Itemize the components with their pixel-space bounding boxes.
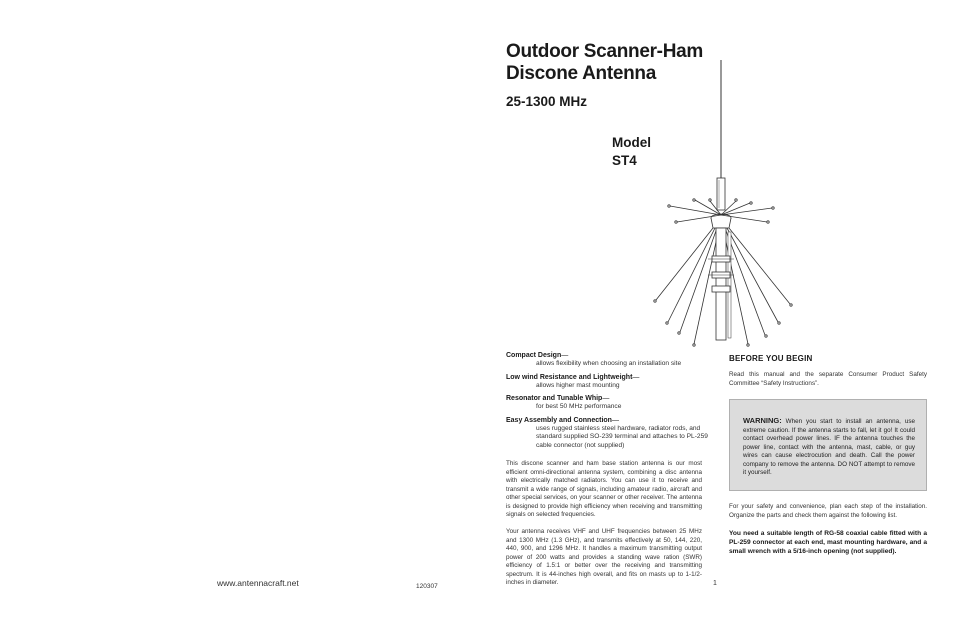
feature-desc: uses rugged stainless steel hardware, radiator rods, and standard supplied SO-239 terminal and attaches to PL-259 cable connector (not supplied): [536, 425, 708, 449]
frequency-range: 25-1300 MHz: [506, 94, 588, 109]
model-label: Model: [612, 135, 651, 150]
feature-title: Easy Assembly and Connection: [506, 416, 612, 424]
feature-item: Easy Assembly and Connection— uses rugged stainless steel hardware, radiator rods, and standard supplied SO-239 terminal and attaches to PL-259 cable connector (not supplied): [506, 417, 716, 450]
before-you-begin-text: Read this manual and the separate Consumer Product Safety Committee “Safety Instructions”.: [729, 371, 927, 387]
feature-item: Low wind Resistance and Lightweight— allows higher mast mounting: [506, 374, 716, 391]
features-list: [506, 352, 716, 455]
requirements-paragraph: You need a suitable length of RG-58 coaxial cable fitted with a PL-259 connector at each end, mast mounting hardware, and a small wrench with a 5/16-inch opening (not supplied).: [729, 530, 927, 556]
warning-label: WARNING:: [743, 416, 782, 425]
intro-paragraph-2: Your antenna receives VHF and UHF frequencies between 25 MHz and 1300 MHz (1.3 GHz), and transmits effectively at 50, 144, 220, 440, 900, and 1296 MHz. It handles a maximum transmitting output power of 200 watts and provides a standing wave ration (SWR) efficiency of 1.5:1 or better over the receiving and transmitting spectrum. It is 44-inches high overall, and fits on masts up to 1-1/2-inches in diameter.: [506, 528, 702, 586]
warning-text: [743, 417, 915, 478]
feature-title: Resonator and Tunable Whip: [506, 395, 603, 403]
title-line-2: Discone Antenna: [506, 63, 656, 84]
feature-title: Compact Design: [506, 352, 562, 359]
page-number: 1: [713, 580, 717, 587]
website-url: www.antennacraft.net: [217, 578, 299, 588]
document-code: 120307: [416, 583, 438, 590]
safety-paragraph: For your safety and convenience, plan each step of the installation. Organize the parts and check them against the following list.: [729, 503, 927, 519]
title-line-1: Outdoor Scanner-Ham: [506, 41, 703, 62]
feature-item: Compact Design— allows flexibility when choosing an installation site: [506, 352, 716, 369]
intro-paragraph-1: This discone scanner and ham base station antenna is our most efficient omni-directional antenna system, combining a disc antenna with electrically matched radiators. You can use it to receive and transmit a wide range of signals, including amateur radio, aircraft and other special services, on your scanner or other receiver. The antenna is designed to provide high efficiency when receiving and transmitting signals on selected frequencies.: [506, 460, 702, 518]
model-block: [612, 134, 651, 170]
before-you-begin-heading: BEFORE YOU BEGIN: [729, 354, 813, 363]
feature-desc: for best 50 MHz performance: [536, 403, 622, 411]
feature-desc: allows flexibility when choosing an installation site: [536, 360, 682, 368]
discone-antenna-illustration: [650, 60, 800, 350]
model-number: ST4: [612, 153, 637, 168]
feature-title: Low wind Resistance and Lightweight: [506, 373, 633, 381]
warning-body: When you start to install an antenna, use extreme caution. If the antenna starts to fall, let it go! It could contact overhead power lines. IF the antenna touches the power line, contact with the antenna, mast, cable, or guy wires can cause electrocution and death. Call the power company to remove the antenna. DO NOT attempt to remove it yourself.: [743, 418, 915, 476]
feature-item: Resonator and Tunable Whip— for best 50 MHz performance: [506, 395, 716, 412]
feature-desc: allows higher mast mounting: [536, 381, 620, 389]
